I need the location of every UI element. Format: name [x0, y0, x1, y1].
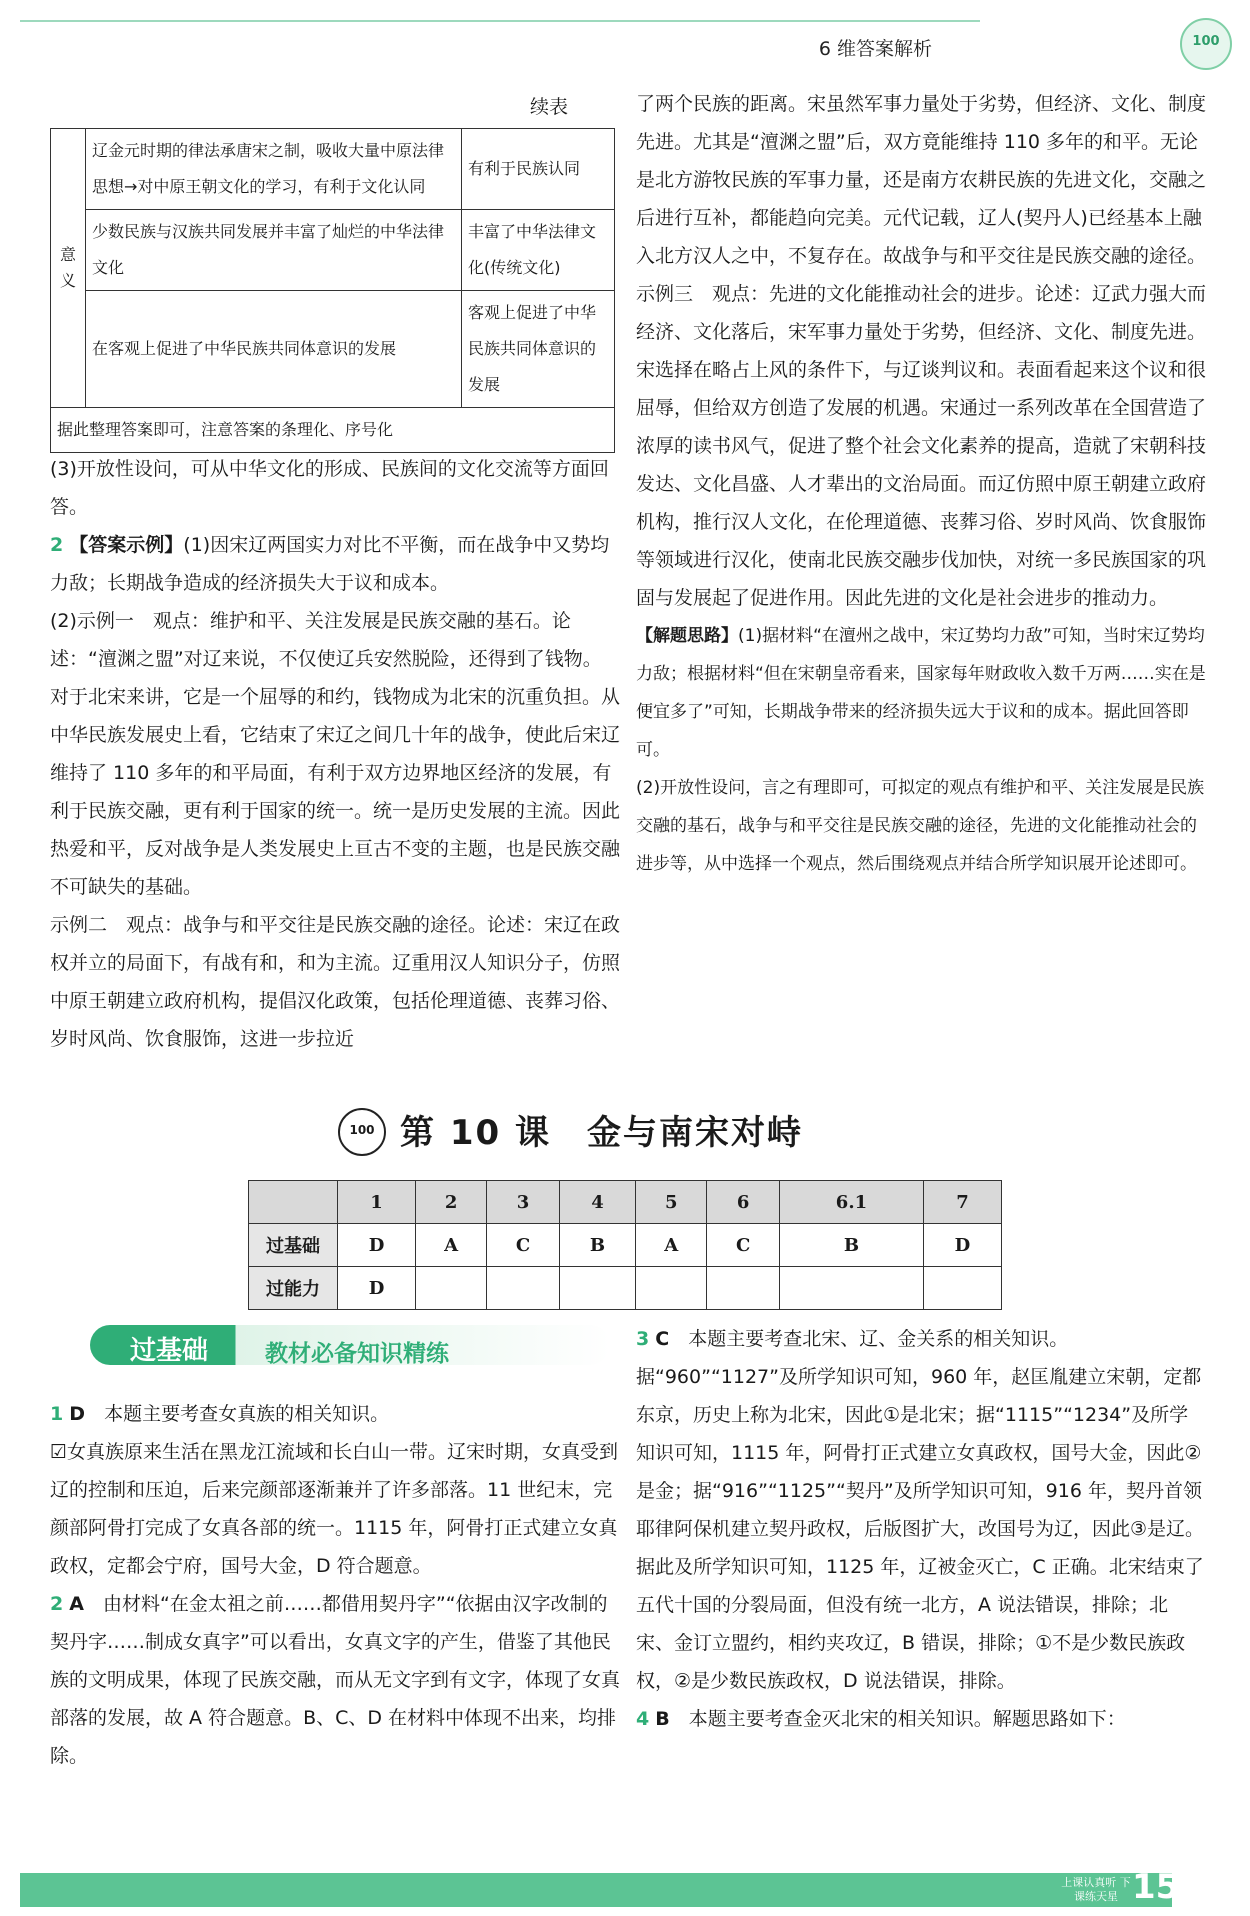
question-3-answer — [636, 1320, 1206, 1700]
answer-header: 1 — [338, 1181, 416, 1224]
answer-cell: B — [559, 1224, 635, 1267]
lesson-star-icon: 100 — [338, 1108, 386, 1156]
question-1-answer — [50, 1395, 620, 1433]
question-number: 3 — [636, 1328, 650, 1350]
paragraph: 示例二 观点：战争与和平交往是民族交融的途径。论述：宋辽在政权并立的局面下，有战有和，和为主流。辽重用汉人知识分子，仿照中原王朝建立政府机构，提倡汉化政策，包括伦理道德、丧葬习俗、岁时风尚、饮食服饰，这进一步拉近 — [50, 914, 621, 1050]
table-cell: 客观上促进了中华民族共同体意识的发展 — [462, 291, 615, 408]
answer-cell: D — [338, 1224, 416, 1267]
answer-row-label: 过能力 — [249, 1267, 338, 1310]
footer-slogan: 上课认真听 下课练天星 — [1061, 1876, 1131, 1903]
corner-cell — [249, 1181, 338, 1224]
answer-letter: A — [69, 1593, 84, 1615]
header-title: 6 维答案解析 — [818, 38, 932, 60]
answer-row-label: 过基础 — [249, 1224, 338, 1267]
answer-header: 4 — [559, 1181, 635, 1224]
solution-tag: 【解题思路】 — [636, 626, 738, 646]
right-column-upper — [636, 85, 1206, 883]
left-column-lower — [50, 1395, 620, 1775]
section-title: 过基础 — [130, 1336, 209, 1366]
paragraph: (1)据材料“在澶州之战中，宋辽势均力敌”可知，当时宋辽势均力敌；根据材料“但在宋朝皇帝看来，国家每年财政收入数千万两……实在是便宜多了”可知，长期战争带来的经济损失远大于议和的成本。据此回答即可。 — [636, 626, 1206, 760]
footer-bar — [20, 1873, 1172, 1907]
paragraph: 示例三 观点：先进的文化能推动社会的进步。论述：辽武力强大而经济、文化落后，宋军事力量处于劣势，但经济、文化、制度先进。宋选择在略占上风的条件下，与辽谈判议和。表面看起来这个议和很屈辱，但给双方创造了发展的机遇。宋通过一系列改革在全国营造了浓厚的读书风气，促进了整个社会文化素养的提高，造就了宋朝科技发达、文化昌盛、人才辈出的文治局面。而辽仿照中原王朝建立政府机构，推行汉人文化，在伦理道德、丧葬习俗、岁时风尚、饮食服饰等领域进行汉化，使南北民族交融步伐加快，对统一多民族国家的巩固与发展起了促进作用。因此先进的文化是社会进步的推动力。 — [636, 283, 1207, 609]
solution-idea — [636, 617, 1206, 769]
row-header-meaning: 意义 — [51, 129, 86, 408]
answer-cell — [487, 1267, 560, 1310]
paragraph: (2)示例一 观点：维护和平、关注发展是民族交融的基石。论述：“澶渊之盟”对辽来说，不仅使辽兵安然脱险，还得到了钱物。对于北宋来讲，它是一个屈辱的和约，钱物成为北宋的沉重负担。从中华民族发展史上看，它结束了宋辽之间几十年的战争，使此后宋辽维持了 110 多年的和平局面，有利于双方边界地区经济的发展，有利于民族交融，更有利于国家的统一。统一是历史发展的主流。因此热爱和平，反对战争是人类发展史上亘古不变的主题，也是民族交融不可缺失的基础。 — [50, 610, 621, 898]
question-number: 2 — [50, 1593, 64, 1615]
table-cell: 有利于民族认同 — [462, 129, 615, 210]
answer-table — [248, 1180, 1002, 1310]
right-column-lower — [636, 1320, 1206, 1738]
answer-letter: B — [655, 1708, 670, 1730]
answer-cell: D — [923, 1224, 1001, 1267]
answer-cell: B — [780, 1224, 924, 1267]
table-cell: 辽金元时期的律法承唐宋之制，吸收大量中原法律思想→对中原王朝文化的学习，有利于文化认同 — [86, 129, 462, 210]
paragraph: ☑女真族原来生活在黑龙江流域和长白山一带。辽宋时期，女真受到辽的控制和压迫，后来完颜部逐渐兼并了许多部落。11 世纪末，完颜部阿骨打完成了女真各部的统一。1115 年，阿骨打正式建立女真政权，定都会宁府，国号大金，D 符合题意。 — [50, 1441, 619, 1577]
header-rule — [20, 20, 980, 22]
answer-cell — [636, 1267, 707, 1310]
paragraph: 由材料“在金太祖之前……都借用契丹字”“依据由汉字改制的契丹字……制成女真字”可以看出，女真文字的产生，借鉴了其他民族的文明成果，体现了民族交融，而从无文字到有文字，体现了女真部落的发展，故 A 符合题意。B、C、D 在材料中体现不出来，均排除。 — [50, 1593, 621, 1767]
question-number: 1 — [50, 1403, 64, 1425]
answer-cell: C — [487, 1224, 560, 1267]
answer-tag: 【答案示例】 — [69, 534, 184, 556]
paragraph: (1)因宋辽两国实力对比不平衡，而在战争中又势均力敌；长期战争造成的经济损失大于议和成本。 — [50, 534, 610, 594]
paragraph: 了两个民族的距离。宋虽然军事力量处于劣势，但经济、文化、制度先进。尤其是“澶渊之盟”后，双方竟能维持 110 多年的和平。无论是北方游牧民族的军事力量，还是南方农耕民族的先进文化，交融之后进行互补，都能趋向完美。元代记载，辽人(契丹人)已经基本上融入北方汉人之中，不复存在。故战争与和平交往是民族交融的途径。 — [636, 93, 1207, 267]
answer-header: 2 — [416, 1181, 487, 1224]
question-number: 2 — [50, 534, 64, 556]
answer-cell — [780, 1267, 924, 1310]
paragraph: 本题主要考查金灭北宋的相关知识。解题思路如下： — [688, 1708, 1126, 1730]
answer-cell: C — [707, 1224, 780, 1267]
question-4-answer — [636, 1700, 1206, 1738]
answer-cell: A — [416, 1224, 487, 1267]
table-footer: 据此整理答案即可，注意答案的条理化、序号化 — [51, 408, 615, 453]
question-2-choice — [50, 1585, 620, 1775]
question-number: 4 — [636, 1708, 650, 1730]
paragraph: (2)开放性设问，言之有理即可，可拟定的观点有维护和平、关注发展是民族交融的基石，战争与和平交往是民族交融的途径，先进的文化能推动社会的进步等，从中选择一个观点，然后围绕观点并结合所学知识展开论述即可。 — [636, 778, 1205, 874]
section-subtitle: 教材必备知识精练 — [265, 1341, 449, 1367]
answer-header: 3 — [487, 1181, 560, 1224]
answer-cell — [707, 1267, 780, 1310]
answer-cell — [416, 1267, 487, 1310]
table-cell: 少数民族与汉族共同发展并丰富了灿烂的中华法律文化 — [86, 210, 462, 291]
answer-cell — [559, 1267, 635, 1310]
question-2-answer — [50, 526, 620, 602]
table-cell: 丰富了中华法律文化(传统文化) — [462, 210, 615, 291]
table-caption: 续表 — [530, 96, 569, 118]
answer-header: 6.1 — [780, 1181, 924, 1224]
paragraph: (3)开放性设问，可从中华文化的形成、民族间的文化交流等方面回答。 — [50, 458, 609, 518]
answer-cell: A — [636, 1224, 707, 1267]
lesson-title: 第 10 课 金与南宋对峙 — [400, 1113, 803, 1153]
answer-header: 6 — [707, 1181, 780, 1224]
brand-logo: 100 — [1180, 18, 1232, 70]
paragraph: 本题主要考查北宋、辽、金关系的相关知识。据“960”“1127”及所学知识可知，960 年，赵匡胤建立宋朝，定都东京，历史上称为北宋，因此①是北宋；据“1115”“1234”及所学知识可知，1115 年，阿骨打正式建立女真政权，国号大金，因此②是金；据“916”“1125”“契丹”及所学知识可知，916 年，契丹首领耶律阿保机建立契丹政权，后版图扩大，改国号为辽，因此③是辽。据此及所学知识可知，1125 年，辽被金灭亡，C 正确。北宋结束了五代十国的分裂局面，但没有统一北方，A 说法错误，排除；北宋、金订立盟约，相约夹攻辽，B 错误，排除；①不是少数民族政权，②是少数民族政权，D 说法错误，排除。 — [636, 1328, 1205, 1692]
meaning-table — [50, 128, 615, 453]
left-column-upper — [50, 450, 620, 1058]
page-number: 15 — [1132, 1867, 1180, 1907]
table-cell: 在客观上促进了中华民族共同体意识的发展 — [86, 291, 462, 408]
answer-cell — [923, 1267, 1001, 1310]
answer-letter: D — [69, 1403, 86, 1425]
answer-header: 7 — [923, 1181, 1001, 1224]
answer-cell: D — [338, 1267, 416, 1310]
paragraph: 本题主要考查女真族的相关知识。 — [104, 1403, 390, 1425]
answer-header: 5 — [636, 1181, 707, 1224]
answer-letter: C — [655, 1328, 670, 1350]
